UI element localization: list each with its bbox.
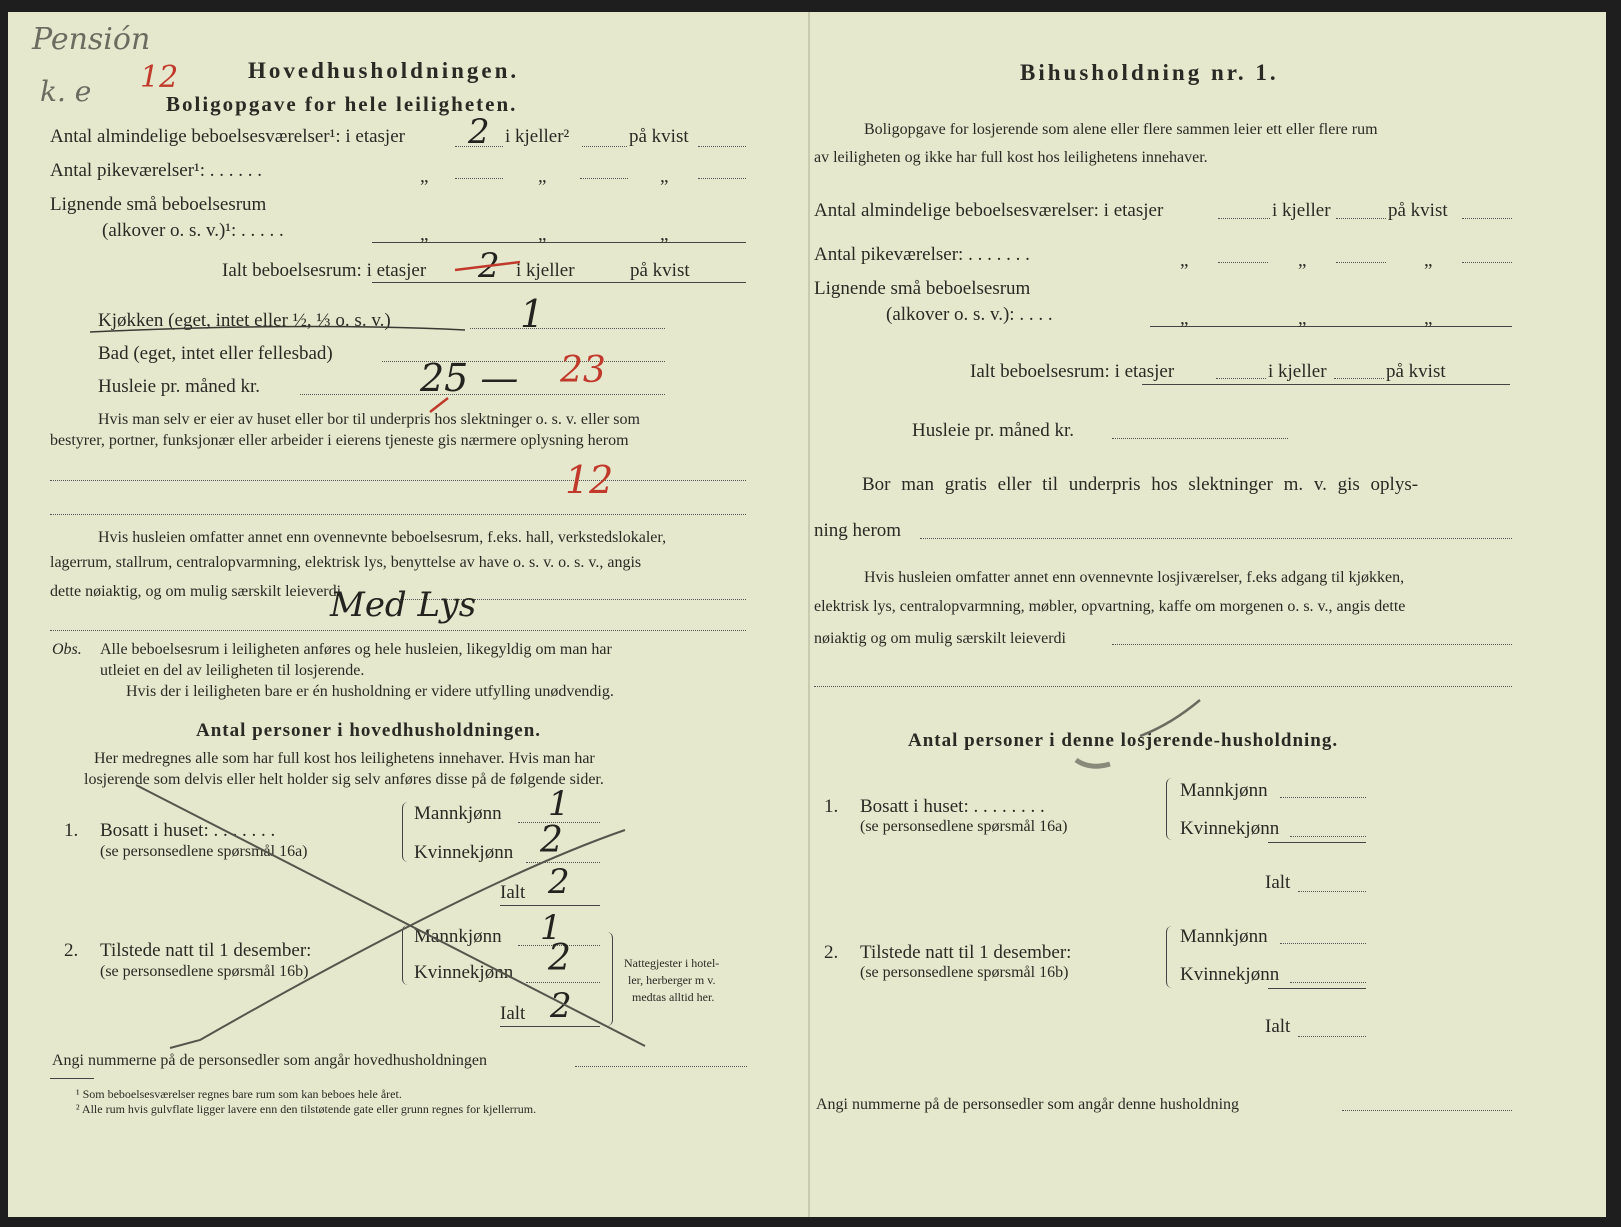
ditto-mark: „ bbox=[660, 224, 669, 245]
tilstede-label: Tilstede natt til 1 desember: bbox=[100, 940, 312, 961]
right-bosatt-label: Bosatt i huset: . . . . . . . . bbox=[860, 796, 1045, 817]
red-strike-mark bbox=[430, 398, 448, 412]
obs-line-3: Hvis der i leiligheten bare er én husholdning er videre utfylling unødvendig. bbox=[126, 683, 614, 700]
obs-line-2: utleiet en del av leiligheten til losjerende. bbox=[100, 662, 365, 679]
right-label-kjeller: i kjeller bbox=[1272, 200, 1331, 221]
right-tilstede-sub: (se personsedlene spørsmål 16b) bbox=[860, 964, 1069, 981]
label-ialt: Ialt bbox=[500, 1003, 526, 1024]
value-husleie: 25 — bbox=[420, 356, 519, 400]
right-title: Bihusholdning nr. 1. bbox=[1020, 60, 1279, 85]
omfatter-note-2: lagerrum, stallrum, centralopvarmning, elektrisk lys, benyttelse av have o. s. v. o. s. v., angis bbox=[50, 554, 642, 571]
right-omfatter-2: elektrisk lys, centralopvarmning, møbler, opvartning, kaffe om morgenen o. s. v., angis dette bbox=[814, 598, 1406, 615]
right-label-ialt: Ialt bbox=[1265, 1016, 1291, 1037]
right-label-almindelige: Antal almindelige beboelsesværelser: i etasjer bbox=[814, 200, 1164, 221]
omfatter-note-3: dette nøiaktig, og om mulig særskilt leieverdi bbox=[50, 583, 342, 600]
margin-note-ke: k. e bbox=[40, 75, 92, 108]
bosatt-sub: (se personsedlene spørsmål 16a) bbox=[100, 843, 308, 860]
right-intro-1: Boligopgave for losjerende som alene eller flere sammen leier ett eller flere rum bbox=[864, 121, 1378, 138]
tilstede-sub: (se personsedlene spørsmål 16b) bbox=[100, 963, 309, 980]
cross-out-line bbox=[170, 830, 625, 1048]
red-strike-mark bbox=[455, 262, 520, 270]
value-eier: 12 bbox=[565, 458, 614, 502]
value-etasjer: 2 bbox=[468, 112, 490, 152]
right-intro-2: av leiligheten og ikke har full kost hos leilighetens innehaver. bbox=[814, 149, 1208, 166]
ditto-mark: „ bbox=[1180, 250, 1189, 271]
right-label-ialt: Ialt bbox=[1265, 872, 1291, 893]
right-label-kvinnekjonn: Kvinnekjønn bbox=[1180, 818, 1280, 839]
label-bad: Bad (eget, intet eller fellesbad) bbox=[98, 343, 333, 364]
margin-note-number: 12 bbox=[140, 60, 179, 95]
bosatt-number: 1. bbox=[64, 820, 79, 841]
pencil-mark bbox=[1140, 700, 1200, 736]
persons-note-2: losjerende som delvis eller helt holder sig selv anføres disse på de følgende sider. bbox=[84, 771, 604, 788]
eier-note-2: bestyrer, portner, funksjonær eller arbeider i eierens tjeneste gis nærmere oplysning herom bbox=[50, 432, 629, 449]
label-kvinnekjonn: Kvinnekjønn bbox=[414, 842, 514, 863]
left-subtitle: Boligopgave for hele leiligheten. bbox=[166, 92, 518, 116]
label-mannkjonn: Mannkjønn bbox=[414, 803, 502, 824]
ditto-mark: „ bbox=[660, 166, 669, 187]
obs-prefix: Obs. bbox=[52, 641, 82, 658]
right-gratis-2: ning herom bbox=[814, 520, 902, 541]
label-mannkjonn: Mannkjønn bbox=[414, 926, 502, 947]
label-kvinnekjonn: Kvinnekjønn bbox=[414, 962, 514, 983]
ditto-mark: „ bbox=[1298, 308, 1307, 329]
value-tilstede-ialt: 2 bbox=[550, 986, 572, 1026]
right-tilstede-number: 2. bbox=[824, 942, 839, 963]
margin-note-pension: Pensión bbox=[32, 22, 151, 57]
right-omfatter-3: nøiaktig og om mulig særskilt leieverdi bbox=[814, 630, 1066, 647]
ditto-mark: „ bbox=[1298, 250, 1307, 271]
label-almindelige: Antal almindelige beboelsesværelser¹: i etasjer bbox=[50, 126, 405, 147]
bosatt-label: Bosatt i huset: . . . . . . . bbox=[100, 820, 276, 841]
obs-line-1: Alle beboelsesrum i leiligheten anføres og hele husleien, likegyldig om man har bbox=[100, 641, 612, 658]
label-kjeller: i kjeller bbox=[516, 260, 575, 281]
left-angi: Angi nummerne på de personsedler som angår hovedhusholdningen bbox=[52, 1052, 488, 1069]
nattegjester-note-2: ler, herberger m v. bbox=[628, 973, 716, 987]
right-tilstede-label: Tilstede natt til 1 desember: bbox=[860, 942, 1072, 963]
right-label-lignende: Lignende små beboelsesrum bbox=[814, 278, 1031, 299]
right-label-mannkjonn: Mannkjønn bbox=[1180, 780, 1268, 801]
ditto-mark: „ bbox=[420, 224, 429, 245]
value-bosatt-ialt: 2 bbox=[548, 862, 570, 902]
eier-note-1: Hvis man selv er eier av huset eller bor til underpris hos slektninger o. s. v. eller som bbox=[98, 411, 640, 428]
right-label-ialt-beboelsesrum: Ialt beboelsesrum: i etasjer bbox=[970, 361, 1175, 382]
ditto-mark: „ bbox=[538, 224, 547, 245]
persons-note-1: Her medregnes alle som har full kost hos leilighetens innehaver. Hvis man har bbox=[94, 750, 595, 767]
nattegjester-note-3: medtas alltid her. bbox=[632, 990, 715, 1004]
nattegjester-note-1: Nattegjester i hotel- bbox=[624, 956, 720, 970]
value-tilstede-kvinne: 2 bbox=[548, 938, 571, 979]
right-bosatt-sub: (se personsedlene spørsmål 16a) bbox=[860, 818, 1068, 835]
left-persons-title: Antal personer i hovedhusholdningen. bbox=[196, 720, 542, 741]
right-gratis-1: Bor man gratis eller til underpris hos slektninger m. v. gis oplys- bbox=[862, 474, 1419, 495]
ditto-mark: „ bbox=[538, 166, 547, 187]
omfatter-note-1: Hvis husleien omfatter annet enn ovennevnte beboelsesrum, f.eks. hall, verkstedslokaler, bbox=[98, 529, 667, 546]
label-kvist: på kvist bbox=[630, 260, 690, 281]
label-alkover: (alkover o. s. v.)¹: . . . . . bbox=[102, 220, 284, 241]
right-persons-title: Antal personer i denne losjerende-husholdning. bbox=[908, 730, 1339, 751]
label-husleie: Husleie pr. måned kr. bbox=[98, 376, 260, 397]
value-omfatter: Med Lys bbox=[330, 585, 477, 625]
right-label-kvist: på kvist bbox=[1388, 200, 1448, 221]
footnote-1: ¹ Som beboelsesværelser regnes bare rum som kan beboes hele året. bbox=[76, 1087, 402, 1101]
value-kjokken: 1 bbox=[520, 292, 545, 336]
label-kjokken: Kjøkken (eget, intet eller ½, ⅓ o. s. v.) bbox=[98, 310, 391, 331]
right-label-alkover: (alkover o. s. v.): . . . . bbox=[886, 304, 1053, 325]
label-pikevaerelser: Antal pikeværelser¹: . . . . . . bbox=[50, 160, 263, 181]
ditto-mark: „ bbox=[420, 166, 429, 187]
label-kvist: på kvist bbox=[629, 126, 689, 147]
cross-out-line bbox=[136, 785, 645, 1046]
value-bosatt-kvinne: 2 bbox=[540, 820, 563, 861]
left-title: Hovedhusholdningen. bbox=[248, 58, 520, 83]
ditto-mark: „ bbox=[1180, 308, 1189, 329]
value-bosatt-mann: 1 bbox=[548, 784, 570, 824]
right-angi: Angi nummerne på de personsedler som angår denne husholdning bbox=[816, 1096, 1240, 1113]
label-ialt: Ialt bbox=[500, 882, 526, 903]
right-label-kvinnekjonn: Kvinnekjønn bbox=[1180, 964, 1280, 985]
footnote-2: ² Alle rum hvis gulvflate ligger lavere enn den tilstøtende gate eller grunn regnes for kjellerrum. bbox=[76, 1102, 537, 1116]
right-label-kvist: på kvist bbox=[1386, 361, 1446, 382]
right-label-mannkjonn: Mannkjønn bbox=[1180, 926, 1268, 947]
tilstede-number: 2. bbox=[64, 940, 79, 961]
right-label-kjeller: i kjeller bbox=[1268, 361, 1327, 382]
value-ialt-etasjer: 2 bbox=[478, 246, 500, 286]
label-lignende: Lignende små beboelsesrum bbox=[50, 194, 267, 215]
value-tilstede-mann: 1 bbox=[540, 908, 562, 948]
smudge-mark bbox=[1076, 760, 1110, 766]
value-husleie-correction: 23 bbox=[560, 350, 606, 391]
ditto-mark: „ bbox=[1424, 308, 1433, 329]
underline-stroke bbox=[90, 326, 465, 332]
label-kjeller: i kjeller² bbox=[505, 126, 570, 147]
ditto-mark: „ bbox=[1424, 250, 1433, 271]
right-bosatt-number: 1. bbox=[824, 796, 839, 817]
label-ialt-beboelsesrum: Ialt beboelsesrum: i etasjer bbox=[222, 260, 427, 281]
right-label-pike: Antal pikeværelser: . . . . . . . bbox=[814, 244, 1030, 265]
right-label-husleie: Husleie pr. måned kr. bbox=[912, 420, 1074, 441]
right-omfatter-1: Hvis husleien omfatter annet enn ovennevnte losjiværelser, f.eks adgang til kjøkken, bbox=[864, 569, 1405, 586]
